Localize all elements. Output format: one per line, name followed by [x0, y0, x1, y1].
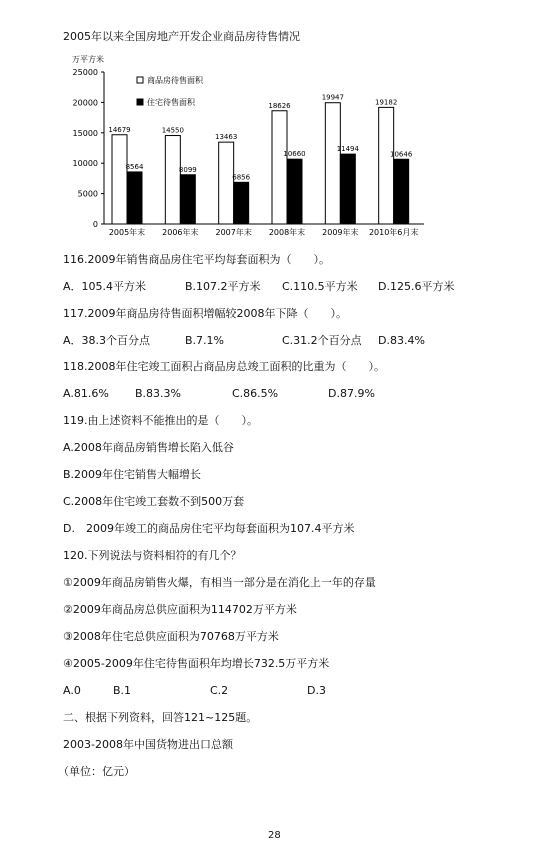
bar-commercial	[112, 135, 127, 224]
x-tick-label: 2006年末	[162, 228, 199, 237]
question-119-option-b: B.2009年住宅销售大幅增长	[63, 468, 202, 481]
bar-commercial	[219, 142, 234, 224]
question-116-option-c: C.110.5平方米	[282, 280, 358, 293]
data-label: 10646	[390, 150, 413, 159]
question-117-option-a: A．38.3个百分点	[63, 334, 151, 347]
question-116-option-a: A．105.4平方米	[63, 280, 147, 293]
question-118-stem: 118.2008年住宅竣工面积占商品房总竣工面积的比重为（ ）。	[63, 360, 385, 373]
x-tick-label: 2010年6月末	[368, 228, 419, 237]
data-label: 8099	[178, 165, 197, 174]
next-table-unit: （单位：亿元）	[58, 765, 135, 778]
question-120-option-b: B.1	[113, 684, 132, 697]
section-heading: 二、根据下列资料，回答121~125题。	[63, 711, 258, 724]
data-label: 10660	[283, 150, 306, 159]
question-120-statement-4: ④2005-2009年住宅待售面积年均增长732.5万平方米	[63, 657, 330, 670]
question-116-stem: 116.2009年销售商品房住宅平均每套面积为（ ）。	[63, 253, 330, 266]
question-119-option-a: A.2008年商品房销售增长陷入低谷	[63, 441, 234, 454]
question-120-option-d: D.3	[307, 684, 326, 697]
data-label: 8564	[125, 162, 144, 171]
bar-chart	[0, 0, 550, 250]
legend-label: 住宅待售面积	[147, 98, 195, 107]
x-tick-label: 2007年末	[215, 228, 252, 237]
x-tick-label: 2008年末	[268, 228, 306, 237]
data-label: 19947	[321, 93, 344, 102]
question-118-option-b: B.83.3%	[135, 387, 181, 400]
data-label: 19182	[375, 98, 398, 107]
question-119-option-d: D. 2009年竣工的商品房住宅平均每套面积为107.4平方米	[63, 522, 355, 535]
bar-residential	[127, 172, 142, 224]
y-tick-label: 25000	[72, 68, 98, 77]
question-120-stem: 120.下列说法与资料相符的有几个？	[63, 549, 242, 562]
data-label: 18626	[268, 101, 291, 110]
legend-label: 商品房待售面积	[147, 76, 203, 85]
question-116-option-b: B.107.2平方米	[185, 280, 261, 293]
question-117-option-c: C.31.2个百分点	[282, 334, 362, 347]
data-label: 6856	[232, 173, 251, 182]
question-120-option-a: A.0	[63, 684, 81, 697]
question-119-stem: 119.由上述资料不能推出的是（ ）。	[63, 414, 258, 427]
data-label: 14550	[161, 126, 184, 135]
question-119-option-c: C.2008年住宅竣工套数不到500万套	[63, 495, 245, 508]
bar-residential	[394, 159, 409, 224]
bar-commercial	[272, 111, 287, 224]
question-117-option-d: D.83.4%	[378, 334, 425, 347]
y-tick-label: 0	[92, 220, 98, 229]
y-tick-label: 5000	[77, 189, 98, 199]
question-118-option-d: D.87.9%	[328, 387, 375, 400]
question-120-statement-2: ②2009年商品房总供应面积为114702万平方米	[63, 603, 297, 616]
question-120-option-c: C.2	[210, 684, 229, 697]
x-tick-label: 2009年末	[322, 228, 359, 237]
bar-residential	[234, 182, 249, 224]
bar-residential	[180, 175, 195, 224]
legend-swatch	[137, 77, 143, 83]
y-axis-label: 万平方米	[72, 55, 104, 64]
x-tick-label: 2005年末	[108, 228, 146, 237]
bar-commercial	[379, 107, 394, 224]
bar-commercial	[325, 103, 340, 224]
next-table-title: 2003-2008年中国货物进出口总额	[63, 738, 233, 751]
y-tick-label: 20000	[72, 98, 98, 108]
question-120-statement-3: ③2008年住宅总供应面积为70768万平方米	[63, 630, 279, 643]
question-116-option-d: D.125.6平方米	[378, 280, 455, 293]
question-118-option-c: C.86.5%	[232, 387, 279, 400]
data-label: 14679	[108, 125, 131, 134]
question-118-option-a: A.81.6%	[63, 387, 109, 400]
data-label: 11494	[336, 145, 359, 154]
question-120-statement-1: ①2009年商品房销售火爆，有相当一部分是在消化上一年的存量	[63, 576, 376, 589]
question-117-option-b: B.7.1%	[185, 334, 224, 347]
page-number: 28	[268, 830, 281, 841]
bar-residential	[340, 154, 355, 224]
y-tick-label: 15000	[72, 128, 98, 138]
data-label: 13463	[215, 133, 238, 142]
chart-title: 2005年以来全国房地产开发企业商品房待售情况	[63, 30, 300, 43]
legend-swatch	[137, 99, 143, 105]
bar-commercial	[165, 136, 180, 224]
bar-residential	[287, 159, 302, 224]
y-tick-label: 10000	[72, 159, 98, 169]
question-117-stem: 117.2009年商品房待售面积增幅较2008年下降（ ）。	[63, 307, 347, 320]
